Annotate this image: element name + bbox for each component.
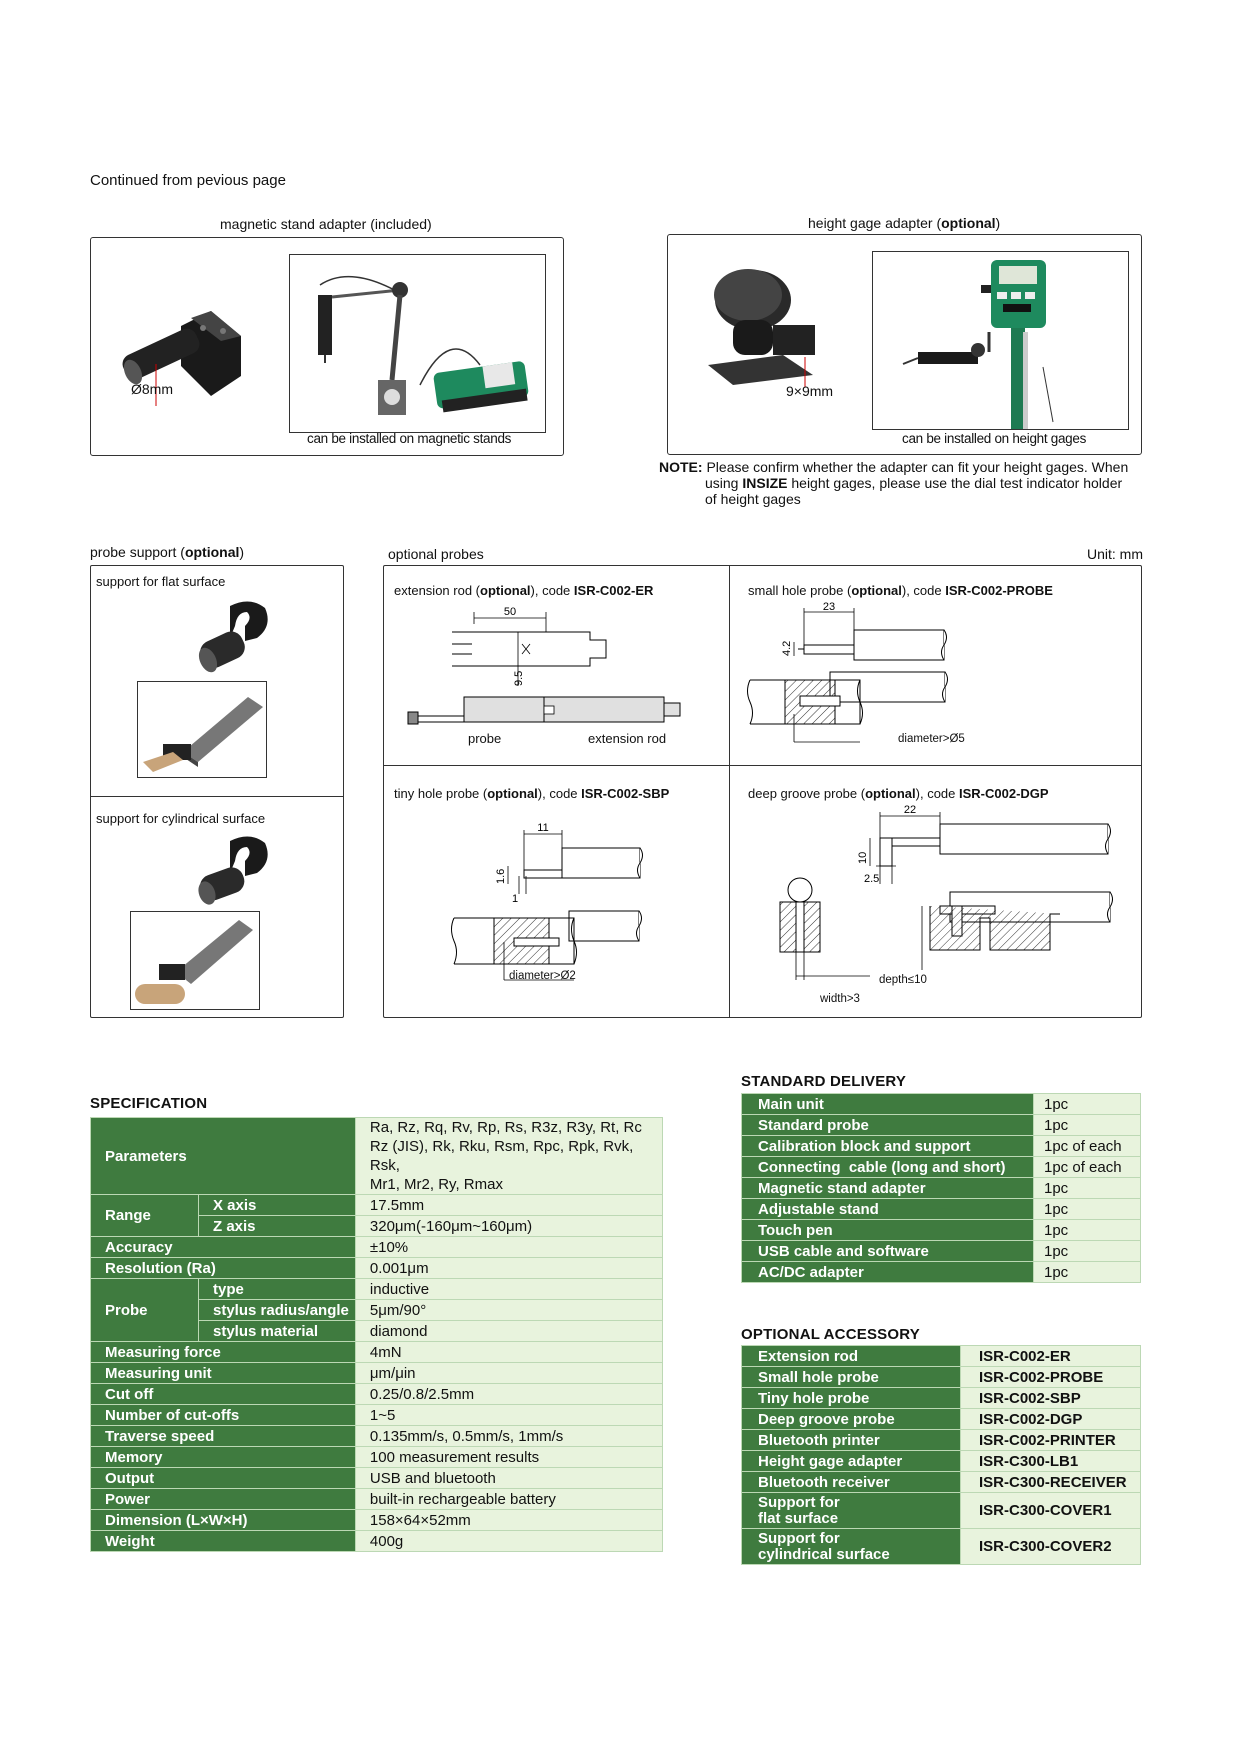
spec-row-label: Cut off — [91, 1384, 356, 1405]
shp-dia-label: diameter>Ø5 — [898, 733, 965, 745]
spec-row-label: Measuring unit — [91, 1363, 356, 1384]
optional-probes-panel — [383, 565, 1142, 1018]
sbp-dim-16: 1.6 — [495, 868, 507, 884]
accessory-code: ISR-C300-RECEIVER — [961, 1472, 1141, 1493]
accessory-item: Deep groove probe — [742, 1409, 961, 1430]
spec-row-value: built-in rechargeable battery — [355, 1489, 662, 1510]
accessory-item: Support for flat surface — [742, 1493, 961, 1529]
height-gage-panel — [667, 234, 1142, 455]
delivery-item: AC/DC adapter — [742, 1262, 1034, 1283]
accessory-item: Height gage adapter — [742, 1451, 961, 1472]
cyl-support-image — [195, 831, 275, 911]
spec-row-value: 0.135mm/s, 0.5mm/s, 1mm/s — [355, 1426, 662, 1447]
spec-resolution-value: 0.001μm — [355, 1258, 662, 1279]
magnetic-caption: can be installed on magnetic stands — [307, 431, 512, 446]
size-label: 9×9mm — [786, 383, 834, 399]
spec-row-label: Power — [91, 1489, 356, 1510]
er-ext-label: extension rod — [588, 731, 667, 746]
spec-row-label: Memory — [91, 1447, 356, 1468]
shp-dim-23: 23 — [822, 602, 836, 613]
delivery-qty: 1pc — [1034, 1199, 1141, 1220]
delivery-qty: 1pc — [1034, 1094, 1141, 1115]
spec-title: SPECIFICATION — [90, 1095, 208, 1112]
delivery-qty: 1pc — [1034, 1178, 1141, 1199]
delivery-item: Magnetic stand adapter — [742, 1178, 1034, 1199]
spec-stylus-value: 5μm/90° — [355, 1300, 662, 1321]
spec-material-value: diamond — [355, 1321, 662, 1342]
continued-note: Continued from pevious page — [90, 172, 286, 189]
shp-dim-42: 4.2 — [781, 640, 793, 656]
accessory-code: ISR-C300-COVER2 — [961, 1529, 1141, 1565]
accessory-code: ISR-C002-SBP — [961, 1388, 1141, 1409]
dgp-dim-10: 10 — [857, 851, 869, 864]
spec-accuracy-label: Accuracy — [91, 1237, 356, 1258]
accessory-item: Tiny hole probe — [742, 1388, 961, 1409]
support-divider — [91, 796, 343, 797]
standard-delivery-table — [741, 1093, 1141, 1283]
sbp-title: tiny hole probe (optional), code ISR-C002-SBP — [394, 786, 670, 801]
magnetic-adapter-title: magnetic stand adapter (included) — [220, 216, 432, 232]
diameter-label: Ø8mm — [131, 381, 173, 397]
spec-row-value: 4mN — [355, 1342, 662, 1363]
spec-range-label: Range — [91, 1195, 199, 1237]
dgp-depth-label: depth≤10 — [879, 974, 927, 986]
magnetic-adapter-panel — [90, 237, 564, 456]
delivery-qty: 1pc — [1034, 1241, 1141, 1262]
accessory-code: ISR-C002-PROBE — [961, 1367, 1141, 1388]
dgp-width-label: width>3 — [820, 993, 860, 1005]
er-title: extension rod (optional), code ISR-C002-ER — [394, 583, 654, 598]
magnetic-stand-photo — [289, 254, 546, 433]
accessory-item: Support for cylindrical surface — [742, 1529, 961, 1565]
spec-row-value: 100 measurement results — [355, 1447, 662, 1468]
spec-stylus-label: stylus radius/angle — [199, 1300, 356, 1321]
probe-support-panel — [90, 565, 344, 1018]
optional-accessory-table — [741, 1345, 1141, 1565]
spec-parameters-value: Ra, Rz, Rq, Rv, Rp, Rs, R3z, R3y, Rt, Rc Rz (JIS), Rk, Rku, Rsm, Rpc, Rpk, Rvk, Rsk, Mr1, Mr2, Ry, Rmax — [355, 1118, 662, 1195]
shp-title: small hole probe (optional), code ISR-C002-PROBE — [748, 583, 1053, 598]
accessory-code: ISR-C002-PRINTER — [961, 1430, 1141, 1451]
accessory-item: Bluetooth printer — [742, 1430, 961, 1451]
dgp-dim-25: 2.5 — [864, 873, 880, 885]
optional-accessory-title: OPTIONAL ACCESSORY — [741, 1326, 920, 1343]
spec-row-label: Output — [91, 1468, 356, 1489]
spec-row-label: Measuring force — [91, 1342, 356, 1363]
delivery-qty: 1pc — [1034, 1220, 1141, 1241]
spec-type-label: type — [199, 1279, 356, 1300]
accessory-item: Small hole probe — [742, 1367, 961, 1388]
spec-table — [90, 1117, 663, 1552]
height-gage-title: height gage adapter (optional) — [808, 215, 1001, 231]
delivery-qty: 1pc of each — [1034, 1136, 1141, 1157]
magnetic-stand-image — [290, 255, 545, 432]
support-cyl-label: support for cylindrical surface — [96, 811, 266, 826]
probe-support-title: probe support (optional) — [90, 544, 245, 560]
spec-x-value: 17.5mm — [355, 1195, 662, 1216]
accessory-code: ISR-C002-ER — [961, 1346, 1141, 1367]
er-dim-50: 50 — [503, 606, 517, 618]
delivery-item: Adjustable stand — [742, 1199, 1034, 1220]
spec-row-value: 0.25/0.8/2.5mm — [355, 1384, 662, 1405]
delivery-qty: 1pc — [1034, 1262, 1141, 1283]
accessory-code: ISR-C300-COVER1 — [961, 1493, 1141, 1529]
flat-support-photo-image — [138, 682, 266, 777]
spec-row-value: 158×64×52mm — [355, 1510, 662, 1531]
spec-row-label: Traverse speed — [91, 1426, 356, 1447]
accessory-item: Bluetooth receiver — [742, 1472, 961, 1493]
spec-row-label: Number of cut-offs — [91, 1405, 356, 1426]
accessory-code: ISR-C300-LB1 — [961, 1451, 1141, 1472]
dgp-title: deep groove probe (optional), code ISR-C002-DGP — [748, 786, 1049, 801]
sbp-dim-1: 1 — [512, 893, 519, 905]
spec-row-value: USB and bluetooth — [355, 1468, 662, 1489]
spec-z-value: 320μm(-160μm~160μm) — [355, 1216, 662, 1237]
unit-label: Unit: mm — [1087, 546, 1143, 562]
optional-probes-title: optional probes — [388, 546, 484, 562]
spec-row-value: μm/μin — [355, 1363, 662, 1384]
spec-row-label: Dimension (L×W×H) — [91, 1510, 356, 1531]
er-probe-label: probe — [468, 731, 502, 746]
spec-row-value: 1~5 — [355, 1405, 662, 1426]
support-flat-label: support for flat surface — [96, 574, 226, 589]
height-gage-photo — [872, 251, 1129, 430]
probes-hdivider — [384, 765, 1141, 766]
delivery-item: Connecting cable (long and short) — [742, 1157, 1034, 1178]
delivery-qty: 1pc — [1034, 1115, 1141, 1136]
spec-probe-label: Probe — [91, 1279, 199, 1342]
sbp-dia-label: diameter>Ø2 — [509, 970, 576, 982]
delivery-item: USB cable and software — [742, 1241, 1034, 1262]
spec-accuracy-value: ±10% — [355, 1237, 662, 1258]
spec-row-value: 400g — [355, 1531, 662, 1552]
delivery-item: Main unit — [742, 1094, 1034, 1115]
height-gage-note: NOTE: Please confirm whether the adapter can fit your height gages. When using INSIZE height gages, please use the dial test indicator holder of height gages — [659, 459, 1129, 507]
accessory-item: Extension rod — [742, 1346, 961, 1367]
sbp-dim-11: 11 — [537, 822, 549, 834]
spec-type-value: inductive — [355, 1279, 662, 1300]
delivery-item: Touch pen — [742, 1220, 1034, 1241]
magnetic-adapter-image — [111, 286, 311, 446]
delivery-item: Calibration block and support — [742, 1136, 1034, 1157]
delivery-qty: 1pc of each — [1034, 1157, 1141, 1178]
standard-delivery-title: STANDARD DELIVERY — [741, 1073, 907, 1090]
spec-z-axis: Z axis — [199, 1216, 356, 1237]
delivery-item: Standard probe — [742, 1115, 1034, 1136]
flat-support-image — [195, 596, 275, 676]
dgp-dim-22: 22 — [903, 804, 917, 816]
height-gage-image — [873, 252, 1128, 429]
height-gage-caption: can be installed on height gages — [902, 431, 1087, 446]
spec-material-label: stylus material — [199, 1321, 356, 1342]
spec-parameters-label: Parameters — [91, 1118, 356, 1195]
spec-resolution-label: Resolution (Ra) — [91, 1258, 356, 1279]
cyl-support-photo-image — [131, 912, 259, 1009]
flat-support-photo — [137, 681, 267, 778]
accessory-code: ISR-C002-DGP — [961, 1409, 1141, 1430]
cyl-support-photo — [130, 911, 260, 1010]
dgp-diagram — [730, 802, 1130, 1012]
spec-row-label: Weight — [91, 1531, 356, 1552]
er-dim-95: 9.5 — [513, 670, 525, 686]
spec-x-axis: X axis — [199, 1195, 356, 1216]
